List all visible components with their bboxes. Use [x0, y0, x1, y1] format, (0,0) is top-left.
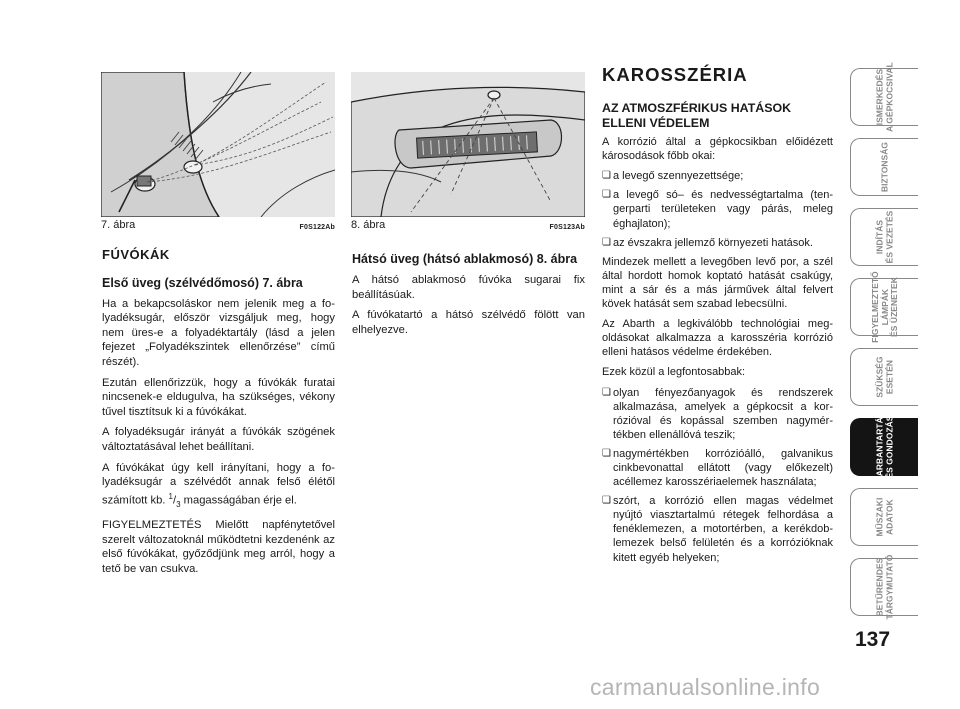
list-item: ❏ a levegő só– és nedvességtartalma (tengerparti területeken vagy párás, meleg éghajlaton); [602, 188, 833, 230]
middle-column [352, 248, 585, 343]
tab-index[interactable] [850, 554, 918, 620]
list-item: ❏ az évszakra jellemző környezeti hatások. [602, 236, 833, 250]
paragraph: Ezután ellenőrizzük, hogy a fúvókák furatai nincsenek-e eldugulva, ha szükséges, vékony tűvel tisztítsuk ki a fúvókákat. [102, 376, 335, 418]
paragraph: Ezek közül a legfontosabbak: [602, 366, 746, 379]
figure-8-label: 8. ábra [351, 219, 386, 231]
tab-label: INDÍTÁS ÉS VEZETÉS [874, 210, 894, 264]
list-item: ❏ nagymértékben korrózióálló, galvanikus cinkbevonattal ellátott (vagy előkezelt) acéllemez karosszériaelemek használata; [602, 447, 833, 489]
tab-technical-data[interactable] [850, 488, 918, 546]
right-column [602, 64, 833, 570]
tab-label: BIZTONSÁG [878, 141, 889, 193]
front-washer-heading: Első üveg (szélvédőmosó) 7. ábra [102, 275, 303, 290]
paragraph: Az Abarth a legkiválóbb technológiai megoldásokat alkalmazza a karosszéria korrózió elleni hatásos védelme érdekében. [602, 318, 833, 359]
tab-starting-driving[interactable] [850, 208, 918, 266]
tab-emergency[interactable] [850, 348, 918, 406]
page-number: 137 [855, 628, 891, 651]
paragraph: A folyadéksugár irányát a fúvókák szögének változtatásával lehet beállítani. [102, 426, 335, 453]
figure-7-image [101, 72, 335, 217]
list-item: ❏ olyan fényezőanyagok és rendszerek alkalmazása, amelyek a gépkocsit a korrózióval és kopással szemben nagymértékben ellenállóvá teszik; [602, 386, 833, 442]
rear-washer-heading: Hátsó üveg (hátsó ablakmosó) 8. ábra [352, 252, 578, 266]
left-column [102, 248, 335, 583]
figure-7-code: F0S122Ab [299, 224, 335, 231]
tab-safety[interactable] [850, 138, 918, 196]
list-item: ❏ szórt, a korrózió ellen magas védelmet nyújtó viasztartalmú rétegek felhordása a fenéklemezen, a motortérben, a kerékdob-lemezek belső felületén és a korrózióknak kitett egyéb helyeken; [602, 494, 833, 564]
paragraph: A hátsó ablakmosó fúvóka sugarai fix beállításúak. [352, 274, 585, 301]
figure-8-caption [351, 219, 585, 231]
tab-getting-to-know[interactable] [850, 62, 918, 132]
tab-label: KARBANTARTÁS ÉS GONDOZÁS [874, 411, 894, 483]
tab-label: FIGYELMEZTETŐ LÁMPÁK ÉS ÜZENETEK [869, 271, 899, 343]
fraction-denominator: 3 [176, 499, 181, 509]
figure-7-caption [101, 219, 335, 231]
tab-label: BETŰRENDES TÁRGYMUTATÓ [874, 554, 894, 620]
figure-8-code: F0S123Ab [549, 224, 585, 231]
section-heading-nozzles: FÚVÓKÁK [102, 247, 170, 262]
text-before-fraction: A fúvókákat úgy kell irányítani, hogy a folyadéksugár a szélvédőt annak felső élétől számított kb. [102, 461, 335, 507]
warning-paragraph: FIGYELMEZTETÉS Mielőtt napfénytetővel szerelt változatoknál működtetni kezdenénk az első fúvókákat, győződjünk meg arról, hogy a tető be van csukva. [102, 519, 335, 576]
figure-7-label: 7. ábra [101, 219, 136, 231]
text-after-fraction: magasságában érje el. [180, 494, 297, 507]
watermark: carmanualsonline.info [590, 674, 821, 700]
tab-maintenance[interactable] [850, 411, 918, 483]
fraction-numerator: 1 [168, 491, 173, 501]
protection-heading: AZ ATMOSZFÉRIKUS HATÁSOK ELLENI VÉDELEM [602, 101, 792, 131]
figure-8-image [351, 72, 585, 217]
tab-warning-lights[interactable] [850, 271, 918, 343]
paragraph: A korrózió által a gépkocsikban előidézett károsodások főbb okai: [602, 136, 833, 163]
tab-label: SZÜKSÉG ESETÉN [874, 356, 894, 398]
paragraph-fraction: A fúvókákat úgy kell irányítani, hogy a folyadéksugár a szélvédőt annak felső élétől számított kb. $^1/_3$ magasságában érje el. [102, 461, 335, 509]
tab-label: MŰSZAKI ADATOK [874, 497, 894, 537]
list-item: ❏ a levegő szennyezettsége; [602, 169, 833, 183]
paragraph: A fúvókatartó a hátsó szélvédő fölött van elhelyezve. [352, 309, 585, 336]
paragraph: Mindezek mellett a levegőben levő por, a szél által hordott homok koptató hatását csakúgy, mint a sár és a más járművek által felvert kövek hatását sem szabad lebecsülni. [602, 255, 833, 311]
page-title: KAROSSZÉRIA [602, 64, 748, 85]
tab-label: ISMERKEDÉS A GÉPKOCSIVAL [874, 62, 894, 132]
paragraph: Ha a bekapcsoláskor nem jelenik meg a folyadéksugár, először vizsgáljuk meg, hogy nem üres-e a folyadéktartály (lásd a jelen fejezet „Folyadékszintek ellenőrzése” című részét). [102, 297, 335, 368]
